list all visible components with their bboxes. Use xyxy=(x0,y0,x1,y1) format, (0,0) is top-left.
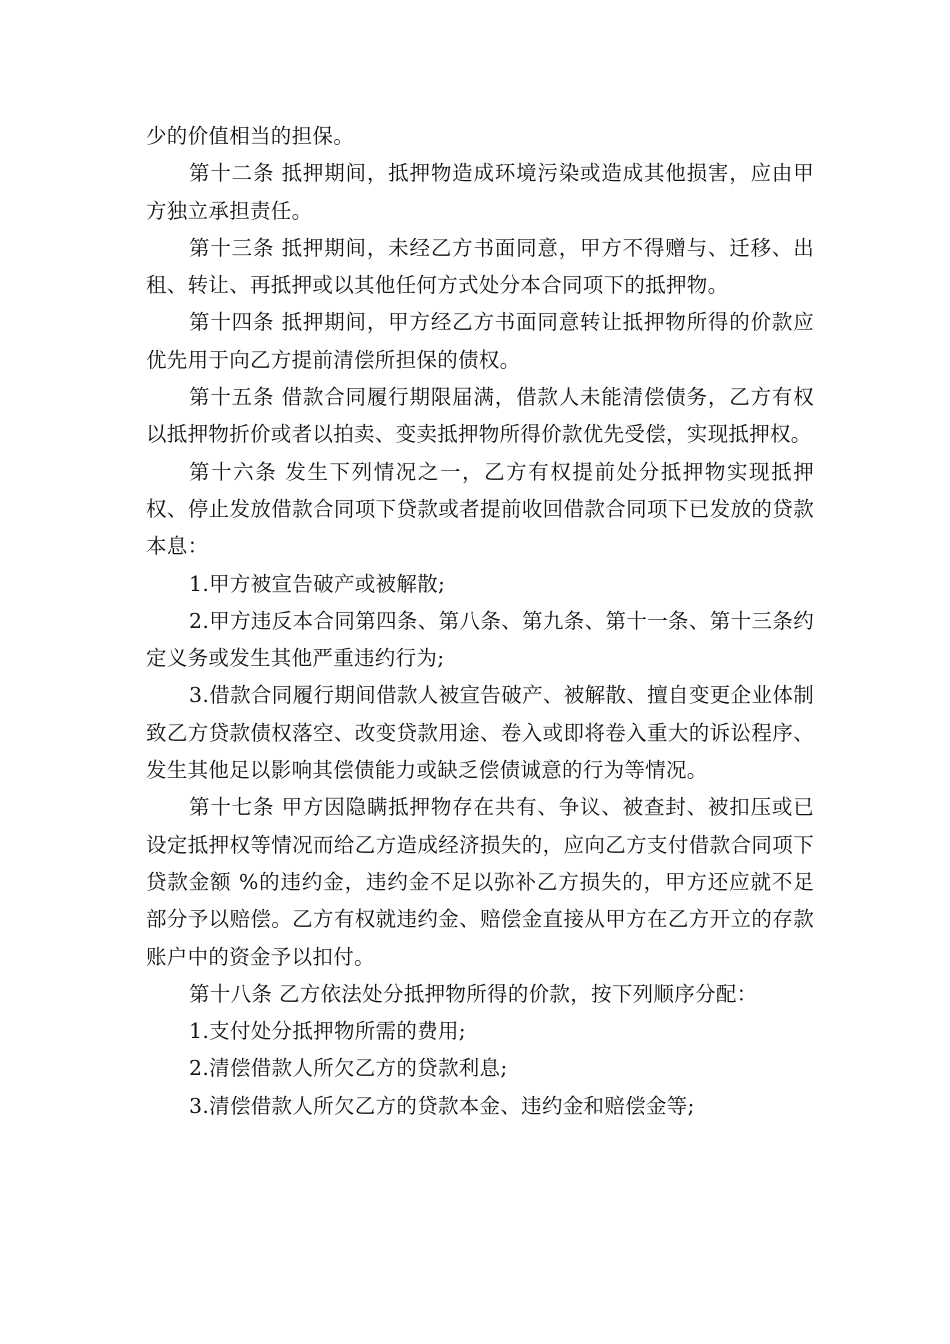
article-16: 第十六条 发生下列情况之一，乙方有权提前处分抵押物实现抵押权、停止发放借款合同项下贷款或者提前收回借款合同项下已发放的贷款本息： xyxy=(146,459,814,559)
article-16-item-2: 2.甲方违反本合同第四条、第八条、第九条、第十一条、第十三条约定义务或发生其他严重违约行为; xyxy=(146,608,814,671)
paragraph-continuation: 少的价值相当的担保。 xyxy=(146,124,354,148)
article-18-item-1: 1.支付处分抵押物所需的费用; xyxy=(189,1019,466,1044)
article-18: 第十八条 乙方依法处分抵押物所得的价款，按下列顺序分配： xyxy=(189,981,758,1006)
article-13: 第十三条 抵押期间，未经乙方书面同意，甲方不得赠与、迁移、出租、转让、再抵押或以其他任何方式处分本合同项下的抵押物。 xyxy=(146,235,814,298)
article-14: 第十四条 抵押期间，甲方经乙方书面同意转让抵押物所得的价款应优先用于向乙方提前清偿所担保的债权。 xyxy=(146,310,814,372)
article-16-item-1: 1.甲方被宣告破产或被解散; xyxy=(189,571,446,596)
article-17: 第十七条 甲方因隐瞒抵押物存在共有、争议、被查封、被扣压或已设定抵押权等情况而给乙方造成经济损失的，应向乙方支付借款合同项下贷款金额 %的违约金，违约金不足以弥补乙方损失的，甲方还应就不足部分予以赔偿。乙方有权就违约金、赔偿金直接从甲方在乙方开立的存款账户中的资金予以扣付。 xyxy=(146,795,814,969)
document-body xyxy=(146,118,814,1125)
article-16-item-3: 3.借款合同履行期间借款人被宣告破产、被解散、擅自变更企业体制致乙方贷款债权落空、改变贷款用途、卷入或即将卷入重大的诉讼程序、发生其他足以影响其偿债能力或缺乏偿债诚意的行为等情况。 xyxy=(146,683,814,783)
article-12: 第十二条 抵押期间，抵押物造成环境污染或造成其他损害，应由甲方独立承担责任。 xyxy=(146,161,814,223)
article-18-item-3: 3.清偿借款人所欠乙方的贷款本金、违约金和赔偿金等; xyxy=(189,1093,695,1118)
article-18-item-2: 2.清偿借款人所欠乙方的贷款利息; xyxy=(189,1056,508,1081)
article-15: 第十五条 借款合同履行期限届满，借款人未能清偿债务，乙方有权以抵押物折价或者以拍卖、变卖抵押物所得价款优先受偿，实现抵押权。 xyxy=(146,385,814,447)
